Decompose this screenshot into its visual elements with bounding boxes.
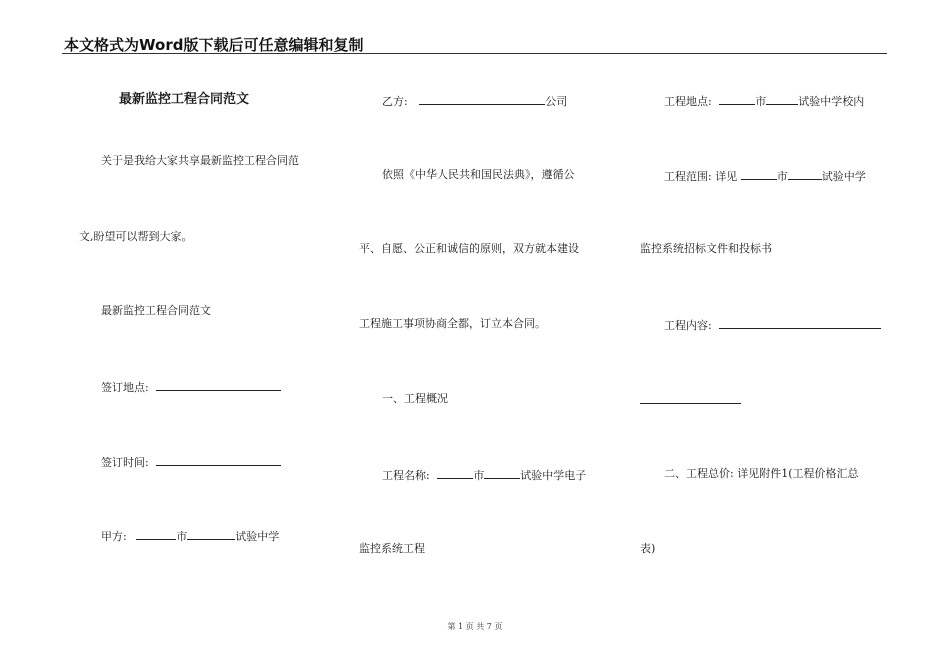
content-label: 工程内容: (664, 319, 712, 332)
project-name-school: 试验中学电子 (520, 469, 587, 482)
project-name-row (382, 467, 586, 483)
site-row (664, 93, 864, 109)
document-banner: 本文格式为Word版下载后可任意编辑和复制 (64, 36, 364, 54)
sign-place-blank (156, 379, 281, 391)
sign-place-label: 签订地点: (101, 381, 149, 394)
section-1-heading: 一、工程概况 (382, 392, 448, 405)
party-b-row (382, 93, 567, 109)
project-name-city-blank (437, 467, 473, 479)
content-row (664, 317, 881, 333)
section-2-heading: 二、工程总价: 详见附件1(工程价格汇总 (664, 467, 859, 480)
content-blank (719, 317, 881, 329)
party-b-label: 乙方: (382, 95, 408, 108)
party-a-row (101, 528, 279, 544)
party-a-school: 试验中学 (235, 530, 280, 543)
party-a-city: 市 (176, 530, 188, 543)
site-school: 试验中学校内 (798, 95, 865, 108)
section-2-continued: 表) (640, 542, 656, 555)
para1-line-1: 依照《中华人民共和国民法典》，遵循公 (382, 168, 575, 181)
header-rule (62, 53, 887, 54)
sign-time-label: 签订时间: (101, 456, 149, 469)
site-city: 市 (755, 95, 767, 108)
party-a-city-blank (136, 528, 176, 540)
scope-continued: 监控系统招标文件和投标书 (640, 242, 772, 255)
site-school-blank (766, 93, 798, 105)
party-b-blank (419, 93, 545, 105)
scope-row (664, 168, 866, 184)
intro-line-1: 关于是我给大家共享最新监控工程合同范 (101, 154, 299, 167)
scope-label: 工程范围: 详见 (664, 170, 738, 183)
party-a-label: 甲方: (101, 530, 127, 543)
party-b-suffix: 公司 (545, 95, 568, 108)
party-a-school-blank (187, 528, 235, 540)
scope-city-blank (741, 168, 777, 180)
para1-line-3: 工程施工事项协商全都，订立本合同。 (359, 317, 546, 330)
intro-line-2: 文,盼望可以帮到大家。 (79, 230, 193, 243)
contract-subtitle: 最新监控工程合同范文 (101, 304, 211, 317)
scope-school-blank (788, 168, 822, 180)
scope-school: 试验中学 (821, 170, 866, 183)
project-name-label: 工程名称: (382, 469, 430, 482)
scope-city: 市 (776, 170, 788, 183)
site-city-blank (719, 93, 755, 105)
sign-place-row (101, 379, 281, 395)
sign-time-row (101, 454, 281, 470)
para1-line-2: 平、自愿、公正和诚信的原则，双方就本建设 (359, 242, 579, 255)
project-name-continued: 监控系统工程 (359, 542, 425, 555)
site-label: 工程地点: (664, 95, 712, 108)
project-name-city: 市 (473, 469, 485, 482)
sign-time-blank (156, 454, 281, 466)
project-name-school-blank (484, 467, 520, 479)
document-title: 最新监控工程合同范文 (119, 92, 250, 107)
content-blank-continued (640, 403, 741, 404)
page-number: 第 1 页 共 7 页 (447, 622, 503, 631)
